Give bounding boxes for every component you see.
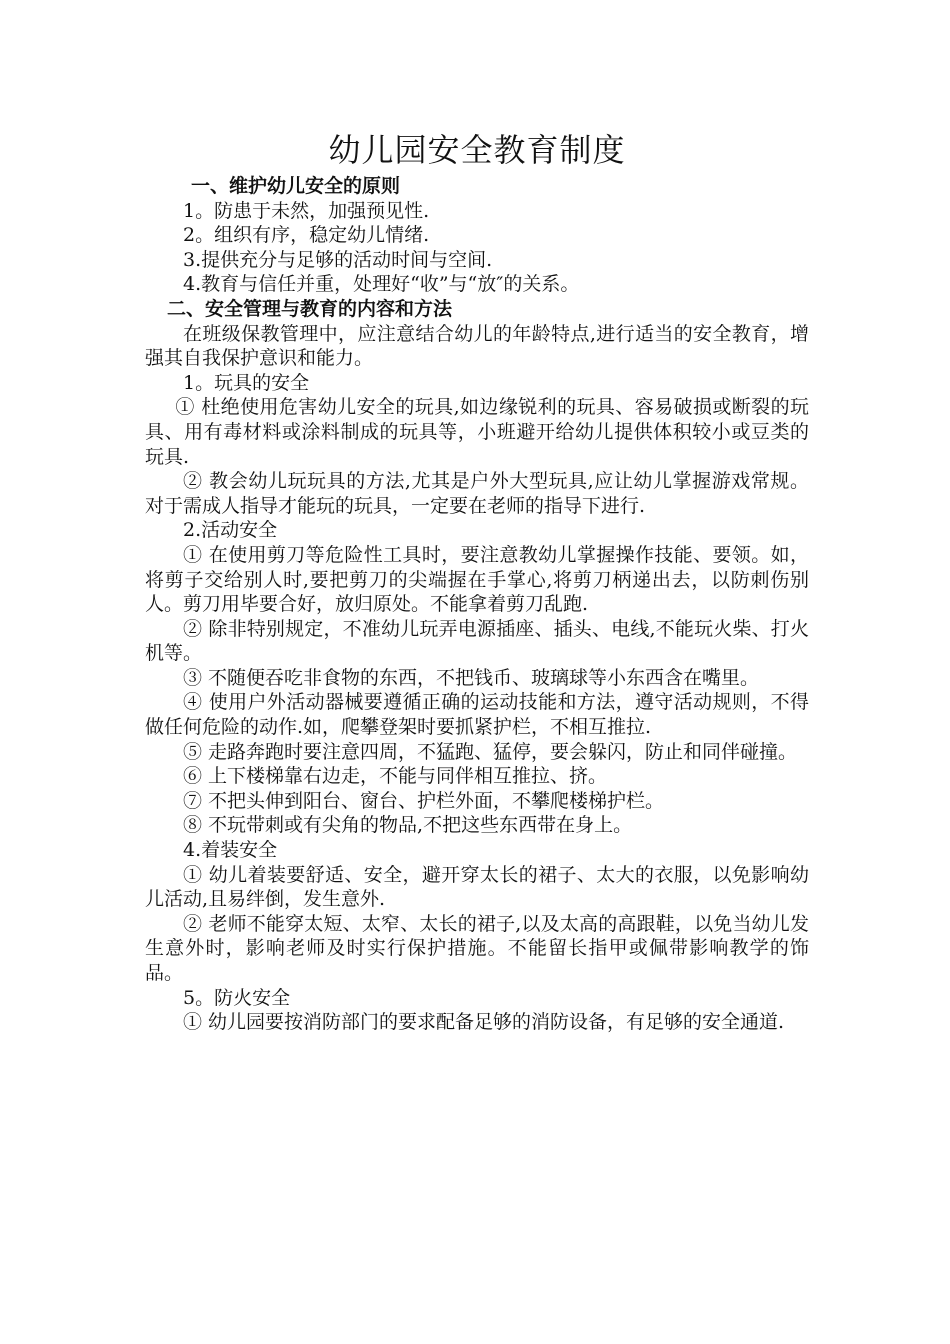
paragraph: 4.教育与信任并重，处理好“收”与“放″的关系。: [183, 273, 580, 296]
paragraph: 2。组织有序，稳定幼儿情绪.: [183, 224, 430, 247]
paragraph: ③ 不随便吞吃非食物的东西，不把钱币、玻璃球等小东西含在嘴里。: [183, 666, 760, 689]
subsection-heading: 1。玩具的安全: [183, 371, 310, 394]
paragraph: ② 教会幼儿玩玩具的方法,尤其是户外大型玩具,应让幼儿掌握游戏常规。对于需成人指导才能玩的玩具，一定要在老师的指导下进行.: [145, 470, 809, 517]
paragraph: 在班级保教管理中，应注意结合幼儿的年龄特点,进行适当的安全教育，增强其自我保护意识和能力。: [145, 322, 809, 370]
paragraph: ① 杜绝使用危害幼儿安全的玩具,如边缘锐利的玩具、容易破损或断裂的玩具、用有毒材料或涂料制成的玩具等，小班避开给幼儿提供体积较小或豆类的玩具.: [145, 396, 809, 468]
section-heading-2: 二、安全管理与教育的内容和方法: [167, 297, 453, 320]
paragraph: ⑥ 上下楼梯靠右边走，不能与同伴相互推拉、挤。: [183, 765, 608, 788]
paragraph: 3.提供充分与足够的活动时间与空间.: [183, 248, 493, 271]
paragraph: ② 除非特别规定，不准幼儿玩弄电源插座、插头、电线,不能玩火柴、打火机等。: [145, 617, 809, 665]
document-body: [145, 128, 809, 1035]
paragraph: ② 老师不能穿太短、太窄、太长的裙子,以及太高的高跟鞋，以免当幼儿发生意外时，影响老师及时实行保护措施。不能留长指甲或佩带影响教学的饰品。: [145, 912, 809, 984]
paragraph: ⑤ 走路奔跑时要注意四周，不猛跑、猛停，要会躲闪，防止和同伴碰撞。: [183, 740, 798, 763]
paragraph: 1。防患于未然，加强预见性.: [183, 199, 430, 222]
subsection-heading: 2.活动安全: [183, 519, 278, 542]
paragraph: ① 幼儿着装要舒适、安全，避开穿太长的裙子、太大的衣服，以免影响幼儿活动,且易绊倒，发生意外.: [145, 863, 809, 911]
paragraph: ④ 使用户外活动器械要遵循正确的运动技能和方法，遵守活动规则，不得做任何危险的动作.如，爬攀登架时要抓紧护栏，不相互推拉.: [145, 691, 809, 739]
paragraph: ⑦ 不把头伸到阳台、窗台、护栏外面，不攀爬楼梯护栏。: [183, 789, 665, 812]
section-heading-1: 一、维护幼儿安全的原则: [191, 175, 401, 197]
document-title: 幼儿园安全教育制度: [328, 131, 626, 169]
subsection-heading: 4.着装安全: [183, 839, 278, 862]
paragraph: ⑧ 不玩带刺或有尖角的物品,不把这些东西带在身上。: [183, 814, 633, 837]
subsection-heading: 5。防火安全: [183, 986, 291, 1009]
paragraph: ① 幼儿园要按消防部门的要求配备足够的消防设备，有足够的安全通道.: [183, 1011, 785, 1034]
paragraph: ① 在使用剪刀等危险性工具时，要注意教幼儿掌握操作技能、要领。如，将剪子交给别人时,要把剪刀的尖端握在手掌心,将剪刀柄递出去，以防刺伤别人。剪刀用毕要合好，放归原处。不能拿着剪刀乱跑.: [145, 543, 809, 616]
